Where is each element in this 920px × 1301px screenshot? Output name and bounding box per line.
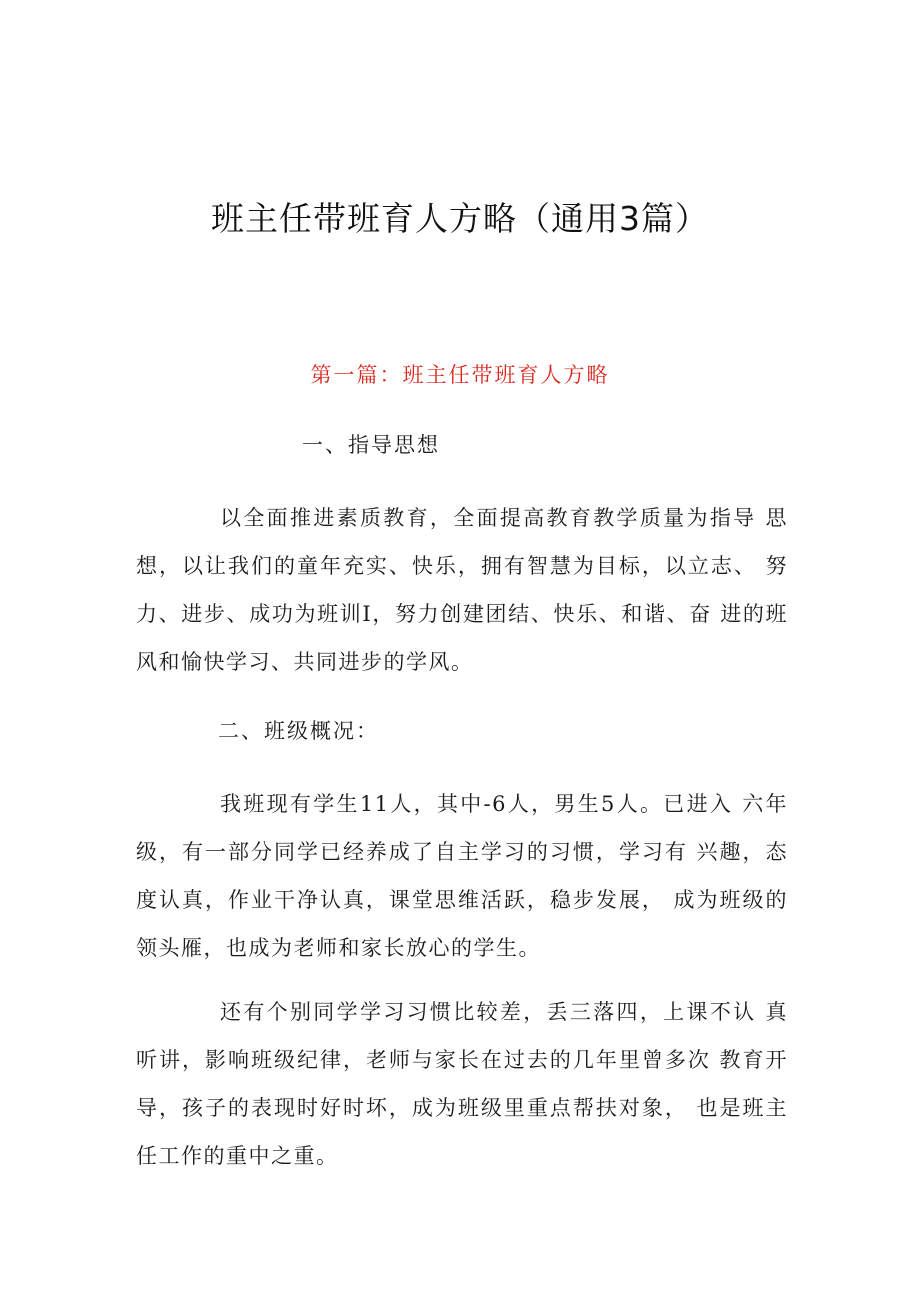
chapter-heading: 第一篇：班主任带班育人方略 [310, 363, 610, 387]
paragraph-class-overview-2: 还有个别同学学习习惯比较差，丢三落四，上课不认 真听讲，影响班级纪律，老师与家长在过去的几年里曾多次 教育开导，孩子的表现时好时坏，成为班级里重点帮扶对象， 也是班主任工作的重中之重。 [136, 1000, 788, 1168]
document-title: 班主任带班育人方略（通用3篇） [211, 199, 709, 238]
paragraph-class-overview-1: 我班现有学生11人，其中-6人，男生5人。已进入 六年级，有一部分同学已经养成了自主学习的习惯，学习有 兴趣，态度认真，作业干净认真，课堂思维活跃，稳步发展， 成为班级的领头雁，也成为老师和家长放心的学生。 [136, 792, 788, 960]
section-heading-class-overview: 二、班级概况： [218, 719, 379, 743]
paragraph-guiding-ideology: 以全面推进素质教育，全面提高教育教学质量为指导 思想，以让我们的童年充实、快乐，拥有智慧为目标，以立志、 努力、进步、成功为班训I，努力创建团结、快乐、和谐、奋 进的班风和愉快学习、共同进步的学风。 [136, 506, 788, 674]
section-heading-guiding-ideology: 一、指导思想 [302, 433, 440, 457]
